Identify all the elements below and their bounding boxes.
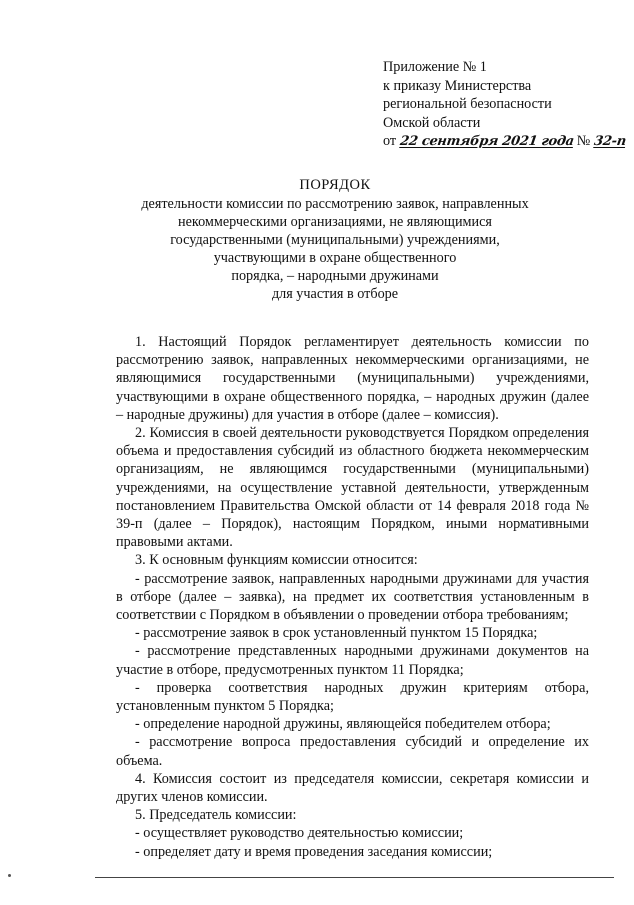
subtitle-line: некоммерческими организациями, не являющимися bbox=[178, 214, 492, 231]
date-prefix: от bbox=[383, 133, 397, 150]
list-item: - рассмотрение заявок, направленных народными дружинами для участия в отборе (далее – заявка), на предмет их соответствия установленным в соответствии с Порядком в объявлении о проведении отбора требованиям; bbox=[116, 570, 589, 624]
page-bottom-divider bbox=[95, 877, 614, 878]
appendix-order-line: к приказу Министерства bbox=[383, 77, 532, 94]
subtitle-line: деятельности комиссии по рассмотрению заявок, направленных bbox=[141, 196, 529, 212]
list-item: - осуществляет руководство деятельностью комиссии; bbox=[135, 825, 464, 842]
appendix-region-line: Омской области bbox=[383, 114, 481, 131]
subtitle-line: участвующими в охране общественного bbox=[213, 250, 457, 267]
list-item: - определение народной дружины, являющейся победителем отбора; bbox=[135, 716, 551, 733]
handwritten-date: 22 сентября 2021 года bbox=[398, 134, 575, 150]
number-prefix: № bbox=[576, 133, 591, 150]
subtitle-line: порядка, – народными дружинами bbox=[231, 268, 439, 285]
paragraph-2: 2. Комиссия в своей деятельности руководствуется Порядком определения объема и предоставления субсидий из областного бюджета некоммерческим организациям, не являющимся государственными (муниципальными) учреждениями, на осуществление уставной деятельности, утвержденным постановлением Правительства Омской области от 14 февраля 2018 года № 39-п (далее – Порядок), настоящим Порядком, иными нормативными правовыми актами. bbox=[116, 425, 589, 551]
appendix-block bbox=[383, 58, 627, 152]
paragraph-3: 3. К основным функциям комиссии относится: bbox=[135, 552, 418, 569]
appendix-date-line bbox=[383, 132, 627, 152]
list-item: - рассмотрение вопроса предоставления субсидий и определение их объема. bbox=[116, 734, 589, 769]
paragraph-5: 5. Председатель комиссии: bbox=[135, 807, 297, 824]
paragraph-4: 4. Комиссия состоит из председателя комиссии, секретаря комиссии и других членов комиссии. bbox=[116, 770, 589, 806]
list-item: - рассмотрение заявок в срок установленный пунктом 15 Порядка; bbox=[135, 625, 538, 642]
handwritten-number: 32-п bbox=[592, 134, 627, 150]
subtitle-line: государственными (муниципальными) учреждениями, bbox=[170, 232, 500, 249]
scan-artifact bbox=[8, 874, 11, 877]
list-item: - проверка соответствия народных дружин критериям отбора, установленным пунктом 5 Порядка; bbox=[116, 679, 589, 715]
document-title-block bbox=[85, 176, 585, 304]
list-item: - рассмотрение представленных народными дружинами документов на участие в отборе, предусмотренных пунктом 11 Порядка; bbox=[116, 643, 589, 678]
document-body bbox=[116, 333, 589, 861]
appendix-title: Приложение № 1 bbox=[383, 59, 487, 75]
document-title: ПОРЯДОК bbox=[299, 177, 371, 193]
list-item: - определяет дату и время проведения заседания комиссии; bbox=[135, 843, 493, 860]
paragraph-1: 1. Настоящий Порядок регламентирует деятельность комиссии по рассмотрению заявок, направленных некоммерческими организациями, не являющимися государственными (муниципальными) учреждениями, участвующими в охране общественного порядка, – народных дружин (далее – народные дружины) для участия в отборе (далее – комиссия). bbox=[116, 334, 589, 423]
subtitle-line: для участия в отборе bbox=[271, 286, 399, 303]
appendix-ministry-line: региональной безопасности bbox=[383, 96, 552, 113]
